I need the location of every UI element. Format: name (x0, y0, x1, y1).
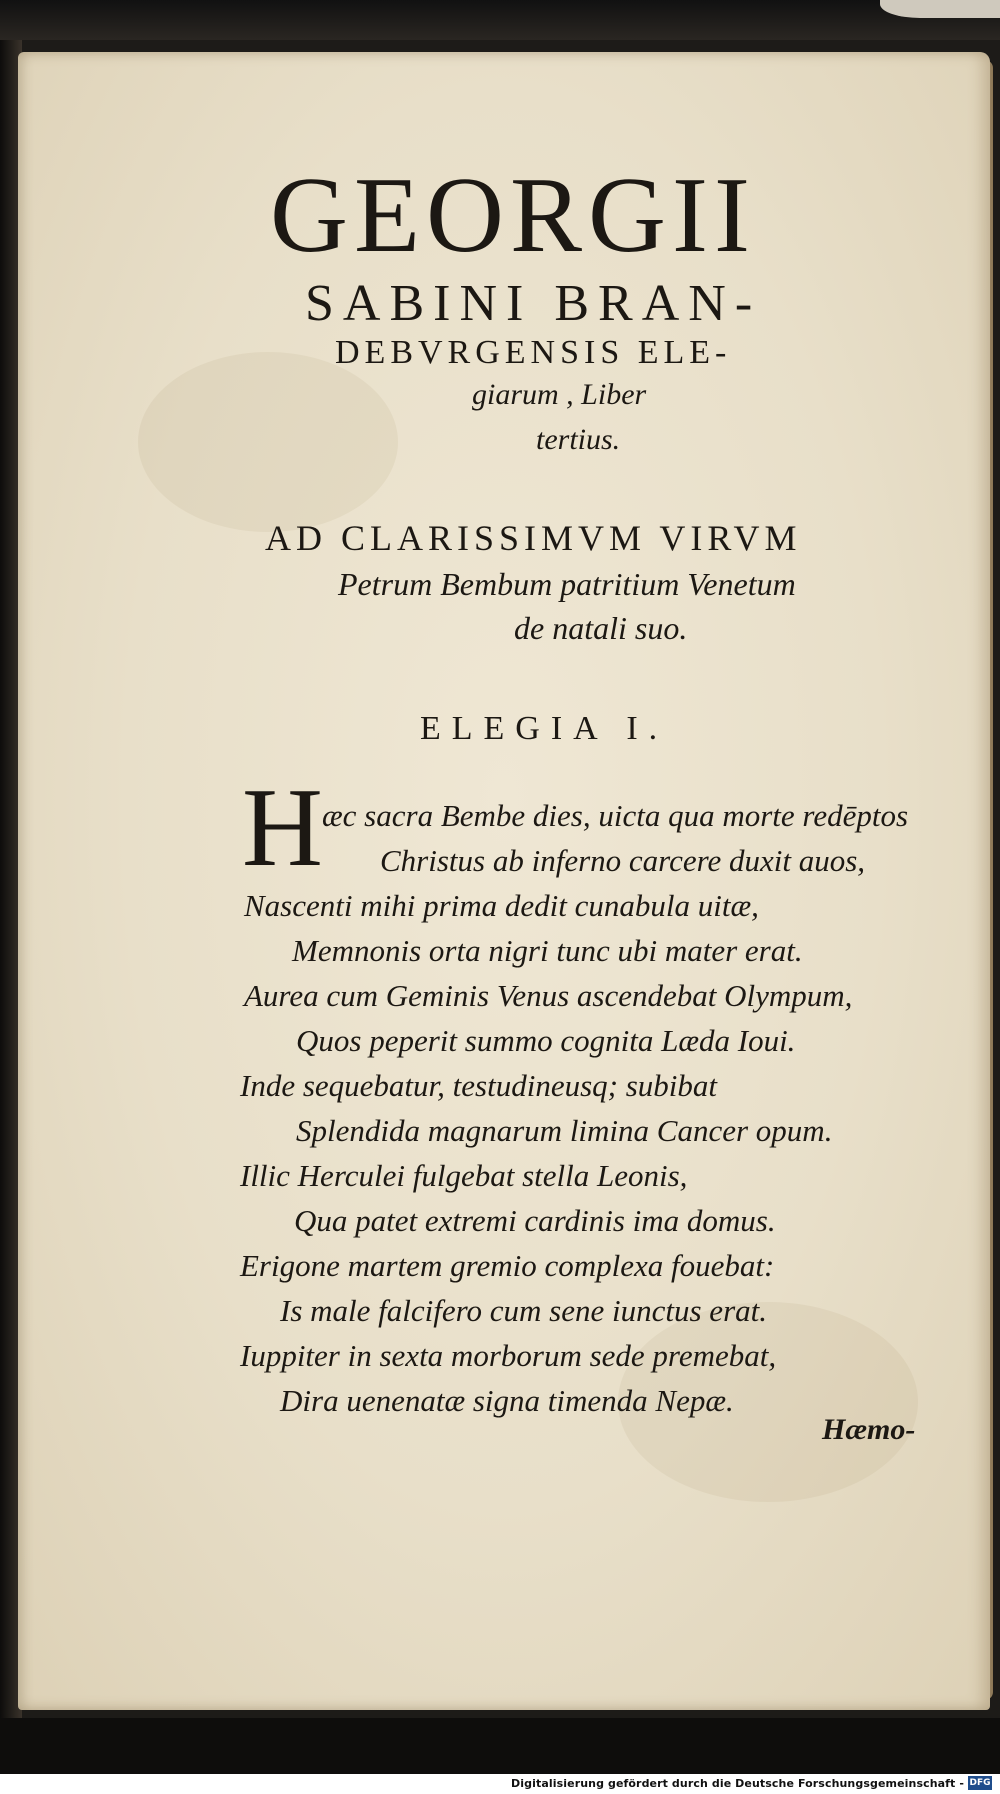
title-line-1: GEORGII (270, 156, 756, 275)
drop-cap: H (242, 766, 323, 890)
dedication-line-1: AD CLARISSIMVM VIRVM (265, 518, 802, 558)
verse-line: Erigone martem gremio complexa fouebat: (240, 1248, 775, 1283)
book-top-edge (0, 0, 1000, 40)
verse-line: Illic Herculei fulgebat stella Leonis, (240, 1158, 688, 1193)
dedication-line-2: Petrum Bembum patritium Venetum (338, 566, 796, 602)
verse-line: æc sacra Bembe dies, uicta qua morte redēptos (322, 798, 909, 833)
verse-line: Nascenti mihi prima dedit cunabula uitæ, (244, 888, 759, 923)
verse-line: Splendida magnarum limina Cancer opum. (296, 1113, 833, 1148)
paper-stain (138, 352, 398, 532)
page-tear (880, 0, 1000, 18)
verse-line: Christus ab inferno carcere duxit auos, (380, 843, 866, 878)
footer-bar (0, 1774, 1000, 1794)
verse-line: Is male falcifero cum sene iunctus erat. (280, 1293, 767, 1328)
footer-credit: Digitalisierung gefördert durch die Deutsche Forschungsgemeinschaft - (511, 1777, 964, 1790)
section-heading: ELEGIA I. (420, 710, 669, 747)
verse-line: Aurea cum Geminis Venus ascendebat Olympum, (244, 978, 853, 1013)
verse-line: Memnonis orta nigri tunc ubi mater erat. (292, 933, 803, 968)
catchword: Hæmo- (822, 1413, 916, 1446)
verse-line: Inde sequebatur, testudineusq; subibat (240, 1068, 718, 1103)
dedication-line-3: de natali suo. (514, 610, 688, 646)
title-line-2: SABINI BRAN- (305, 275, 762, 332)
verse-line: Dira uenenatæ signa timenda Nepæ. (280, 1383, 734, 1418)
title-line-5: tertius. (536, 423, 621, 456)
verse-line: Iuppiter in sexta morborum sede premebat, (240, 1338, 777, 1373)
scan-bottom-border (0, 1718, 1000, 1774)
title-line-4: giarum , Liber (472, 378, 647, 411)
verse-line: Quos peperit summo cognita Læda Ioui. (296, 1023, 796, 1058)
dfg-logo: DFG (969, 1778, 991, 1788)
title-line-3: DEBVRGENSIS ELE- (335, 334, 732, 371)
verse-line: Qua patet extremi cardinis ima domus. (294, 1203, 776, 1238)
